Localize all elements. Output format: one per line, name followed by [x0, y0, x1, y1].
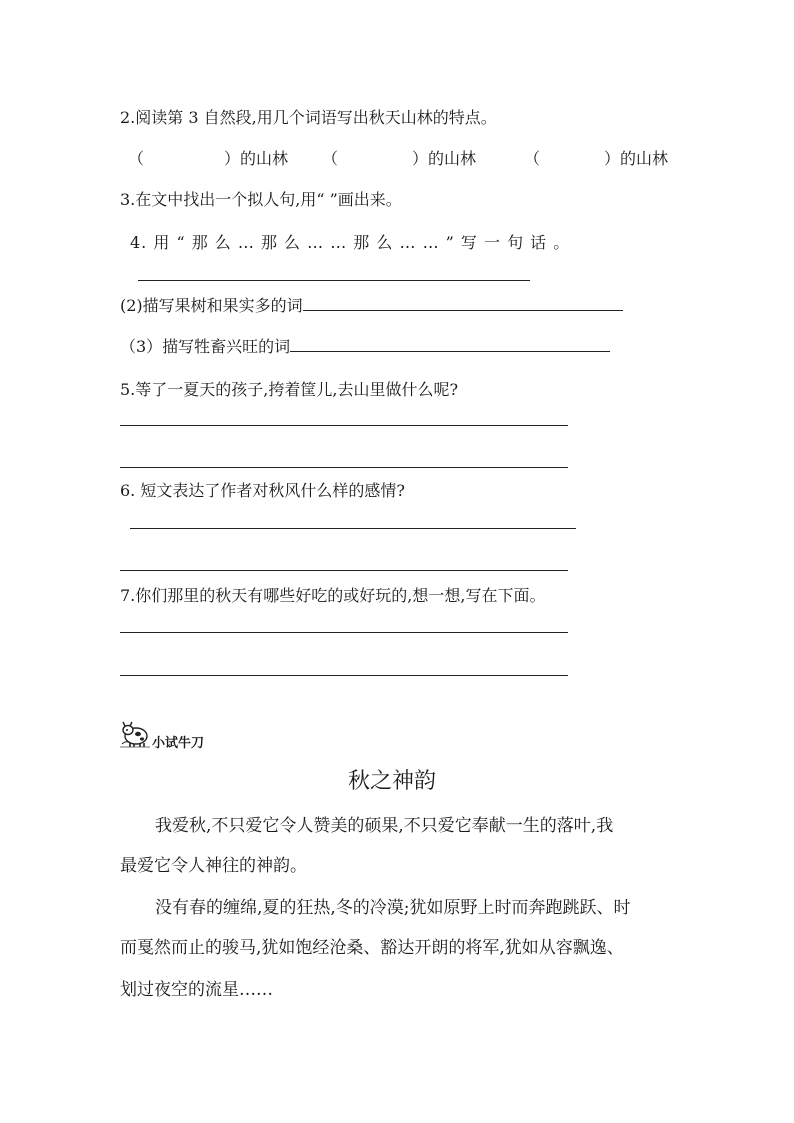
- sub-question-3: [120, 337, 610, 357]
- blank-1-open: （: [128, 149, 145, 168]
- article-paragraph-2-line-2: 而戛然而止的骏马,犹如饱经沧桑、豁达开朗的将军,犹如从容飘逸、: [120, 938, 624, 958]
- question-3: 3.在文中找出一个拟人句,用“ ”画出来。: [120, 190, 402, 209]
- section-badge: [120, 724, 204, 752]
- article-paragraph-2-line-3: 划过夜空的流星……: [120, 980, 273, 1000]
- answer-line-q5-2[interactable]: [120, 467, 568, 468]
- question-7: 7.你们那里的秋天有哪些好吃的或好玩的,想一想,写在下面。: [120, 586, 546, 605]
- blank-1-close: ）的山林: [224, 149, 289, 168]
- question-5: 5.等了一夏天的孩子,挎着筐儿,去山里做什么呢?: [120, 380, 459, 399]
- answer-line-q4[interactable]: [138, 280, 530, 281]
- blank-2-open: （: [322, 149, 339, 168]
- answer-line-q5-1[interactable]: [120, 425, 568, 426]
- question-2-blanks-3: [524, 149, 668, 169]
- sub-question-2: [120, 296, 623, 316]
- answer-line-q6-2[interactable]: [120, 570, 568, 571]
- article-paragraph-2-line-1: 没有春的缠绵,夏的狂热,冬的冷漠;犹如原野上时而奔跑跳跃、时: [155, 898, 631, 918]
- question-4: 4. 用 “ 那 么 … 那 么 … … 那 么 … … ” 写 一 句 话 。: [130, 233, 571, 252]
- sub-question-2-label: (2)描写果树和果实多的词: [120, 296, 303, 315]
- article-title: 秋之神韵: [348, 769, 437, 794]
- cartoon-cow-icon: [120, 720, 150, 752]
- blank-3-close: ）的山林: [604, 149, 669, 168]
- question-2: 2.阅读第 3 自然段,用几个词语写出秋天山林的特点。: [120, 108, 497, 127]
- question-2-blanks-2: [322, 149, 476, 169]
- answer-line-q7-1[interactable]: [120, 632, 568, 633]
- article-paragraph-1-line-1: 我爱秋,不只爱它令人赞美的硕果,不只爱它奉献一生的落叶,我: [155, 816, 614, 836]
- section-badge-label: 小试牛刀: [152, 736, 205, 751]
- question-2-blanks: [128, 149, 288, 169]
- article-paragraph-1-line-2: 最爱它令人神往的神韵。: [120, 856, 307, 876]
- question-6: 6. 短文表达了作者对秋风什么样的感情?: [120, 481, 405, 500]
- blank-3-open: （: [524, 149, 541, 168]
- answer-line-sub3[interactable]: [290, 337, 610, 352]
- blank-2-close: ）的山林: [412, 149, 477, 168]
- sub-question-3-label: （3）描写牲畜兴旺的词: [120, 337, 291, 356]
- answer-line-sub2[interactable]: [303, 296, 623, 311]
- answer-line-q6-1[interactable]: [130, 528, 576, 529]
- answer-line-q7-2[interactable]: [120, 675, 568, 676]
